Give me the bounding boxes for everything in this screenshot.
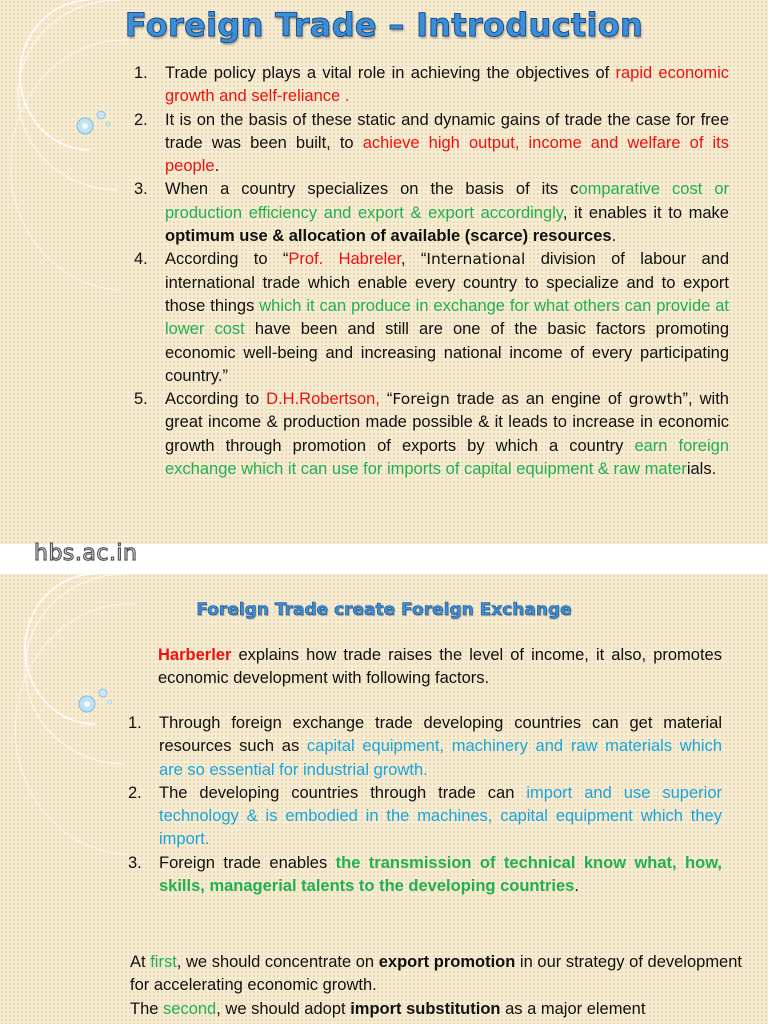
- factors-list: [128, 712, 722, 898]
- slide-title: Foreign Trade – Introduction: [124, 6, 644, 44]
- list-item: 4. According to “Prof. Habreler, “International division of labour and international trade which enable every country to specialize and to export those things which it can produce in exchange for what others can provide at lower cost have been and still are one of the basic factors promoting economic well-being and increasing national income of every participating country.”: [134, 250, 730, 385]
- decorative-circles: [0, 0, 140, 544]
- conclusion-paragraph: At first, we should concentrate on export promotion in our strategy of development for accelerating economic growth. The second, we should adopt import substitution as a major element: [130, 953, 742, 1018]
- slide-title: Foreign Trade create Foreign Exchange: [196, 600, 572, 620]
- list-item: 1. Trade policy plays a vital role in achieving the objectives of rapid economic growth and self-reliance .: [134, 64, 730, 106]
- list-item: 2. The developing countries through trade can import and use superior technology & is embodied in the machines, capital equipment which they import.: [128, 783, 722, 849]
- list-item: 3. When a country specializes on the basis of its comparative cost or production efficiency and export & export accordingly, it enables it to make optimum use & allocation of available (scarce) resources.: [134, 180, 729, 246]
- list-item: 5. According to D.H.Robertson, “Foreign trade as an engine of growth”, with great income & production made possible & it leads to increase in economic growth through promotion of exports by which a country earn foreign exchange which it can use for imports of capital equipment & raw materials.: [134, 390, 730, 479]
- intro-paragraph: Harberler explains how trade raises the level of income, it also, promotes economic development with following factors.: [158, 646, 722, 688]
- slide-foreign-exchange: [0, 574, 768, 1024]
- list-item: 3. Foreign trade enables the transmission of technical know what, how, skills, managerial talents to the developing countries.: [128, 853, 723, 896]
- introduction-list: [134, 62, 729, 481]
- decorative-circles: [0, 574, 140, 1024]
- watermark: hbs.ac.in: [34, 541, 138, 566]
- list-item: 2. It is on the basis of these static and dynamic gains of trade the case for free trade was been built, to achieve high output, income and welfare of its people.: [134, 110, 729, 176]
- list-item: 1. Through foreign exchange trade developing countries can get material resources such as capital equipment, machinery and raw materials which are so essential for industrial growth.: [128, 714, 722, 779]
